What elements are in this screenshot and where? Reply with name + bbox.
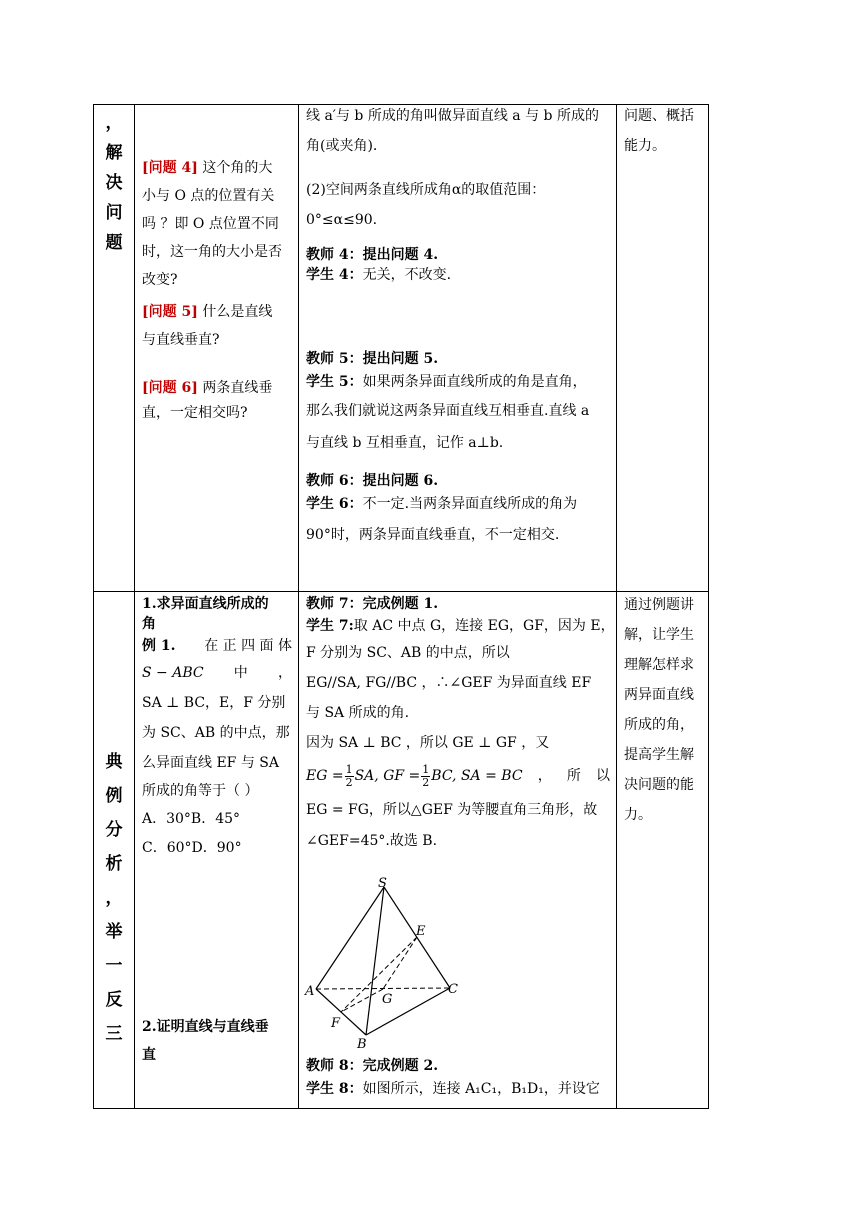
table-divider-1 bbox=[134, 104, 135, 1109]
label-b: B bbox=[357, 1037, 367, 1050]
equation-line: EG = $\frac{1}{2}$ SA, GF = $\frac{1}{2}$ BC, SA = BC ， 所 以 bbox=[306, 762, 610, 789]
question-5-tag: [问题 5] bbox=[142, 304, 198, 320]
teacher-4: 教师 4：提出问题 4. bbox=[306, 247, 439, 263]
solution-cell-continued bbox=[306, 1056, 610, 1102]
student-4: 学生 4：无关，不改变. bbox=[306, 267, 452, 283]
example-1-line: 例 1. 在 正 四 面 体 bbox=[142, 638, 292, 654]
label-a: A bbox=[305, 984, 315, 999]
label-f: F bbox=[331, 1016, 341, 1031]
segment-ef bbox=[341, 937, 417, 1012]
label-g: G bbox=[382, 992, 393, 1007]
stage-label-example-analysis: 典 例 分 析 ， 举 一 反 三 bbox=[105, 752, 123, 1044]
teacher-6: 教师 6：提出问题 6. bbox=[306, 473, 439, 489]
student-7: 学生 7:取 AC 中点 G，连接 EG，GF，因为 E， bbox=[306, 618, 615, 634]
question-4-tag: [问题 4] bbox=[142, 160, 198, 176]
label-c: C bbox=[448, 982, 458, 997]
teacher-7: 教师 7：完成例题 1. bbox=[306, 596, 439, 612]
options-cd: C．60°D．90° bbox=[142, 840, 242, 856]
fraction-one-half: $\frac{1}{2}$ bbox=[345, 762, 353, 789]
goal-cell-bottom: 通过例题讲 解，让学生 理解怎样求 两异面直线 所成的角， 提高学生解 决问题的能 力。 bbox=[624, 597, 694, 823]
table-bottom-border bbox=[93, 1108, 709, 1109]
question-5-line: [问题 5] 什么是直线 bbox=[142, 304, 273, 320]
section-heading-1: 1.求异面直线所成的 bbox=[142, 596, 269, 612]
goal-cell-top: 问题、概括 能力。 bbox=[624, 108, 694, 154]
label-e: E bbox=[416, 924, 426, 939]
teacher-8: 教师 8：完成例题 2. bbox=[306, 1058, 439, 1074]
question-6-tag: [问题 6] bbox=[142, 380, 198, 396]
segment-gf bbox=[341, 989, 383, 1012]
table-divider-3 bbox=[616, 104, 617, 1109]
options-ab: A．30°B．45° bbox=[142, 811, 241, 827]
teacher-5: 教师 5：提出问题 5. bbox=[306, 351, 439, 367]
table-divider-2 bbox=[298, 104, 299, 1109]
fraction-one-half: $\frac{1}{2}$ bbox=[422, 762, 430, 789]
question-6-line: [问题 6] 两条直线垂 bbox=[142, 380, 273, 396]
tetrahedron-figure bbox=[300, 875, 470, 1050]
student-5: 学生 5：如果两条异面直线所成的角是直角， bbox=[306, 374, 587, 390]
label-s: S bbox=[378, 876, 387, 891]
solution-cell: 教师 7：完成例题 1. 学生 7:取 AC 中点 G，连接 EG，GF，因为 E， F 分别为 SC、AB 的中点，所以 EG//SA, FG//BC ，∴∠GEF 为异面直线 EF 与 SA 所成的角. 因为 SA ⊥ BC ，所以 GE ⊥ GF ，又 EG = $\frac{1}{2}$ SA, GF = $\frac{1}{2}$ BC, SA = BC ， 所 以 EG = FG，所以△GEF 为等腰直角三角形，故 ∠GEF=45°.故选 B. bbox=[306, 596, 615, 849]
dialogue-cell-top: 线 a′与 b 所成的角叫做异面直线 a 与 b 所成的 角(或夹角). (2)空间两条直线所成角α的取值范围： 0°≤α≤90. 教师 4：提出问题 4. 学生 4：无关，不改变. 教师 5：提出问题 5. 学生 5：如果两条异面直线所成的角是直角， 那么我们就说这两条异面直线互相垂直.直线 a 与直线 b 互相垂直，记作 a⊥b. 教师 6：提出问题 6. 学生 6：不一定.当两条异面直线所成的角为 90°时，两条异面直线垂直，不一定相交. bbox=[306, 101, 610, 553]
example-cell: 1.求异面直线所成的 角 例 1. 在 正 四 面 体 S − ABC 中 ， SA ⊥ BC，E，F 分别 为 SC、AB 的中点，那 么异面直线 EF 与 SA 所成的角等于（ ） A．30°B．45° C．60°D．90° 2.证明直线与直线垂 直 bbox=[142, 596, 292, 1063]
question-4-line: [问题 4] 这个角的大 bbox=[142, 160, 273, 176]
student-6: 学生 6：不一定.当两条异面直线所成的角为 bbox=[306, 496, 578, 512]
stage-label-solve-problem: ， 解 决 问 题 bbox=[105, 113, 123, 253]
table-border-right bbox=[708, 104, 709, 1109]
edge-bc bbox=[366, 988, 450, 1035]
segment-eg bbox=[383, 937, 417, 989]
table-row-divider bbox=[93, 591, 709, 592]
student-8: 学生 8：如图所示，连接 A₁C₁，B₁D₁，并设它 bbox=[306, 1081, 600, 1097]
questions-cell-top: [问题 4] 这个角的大 小与 O 点的位置有关 吗 ？即 O 点位置不同 时，这一角的大小是否 改变? [问题 5] 什么是直线 与直线垂直? [问题 6] 两条直线垂 直，一定相交吗? bbox=[142, 154, 292, 424]
section-heading-2: 2.证明直线与直线垂 bbox=[142, 1019, 269, 1035]
edge-ac-hidden bbox=[316, 988, 450, 989]
